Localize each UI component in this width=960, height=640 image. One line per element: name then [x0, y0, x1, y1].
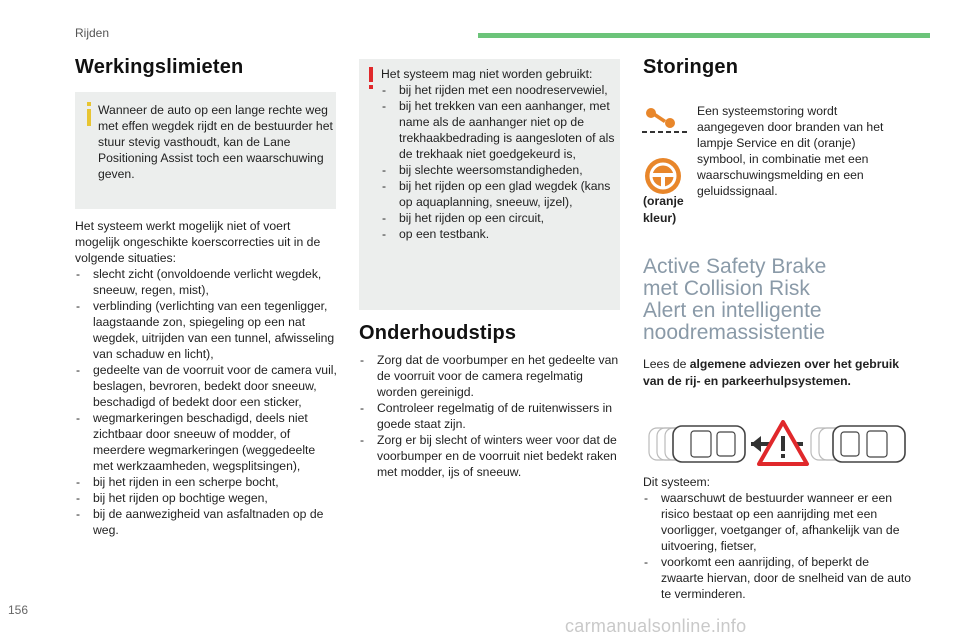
list-item: - bij het rijden op een circuit,	[381, 210, 617, 226]
watermark: carmanualsonline.info	[565, 616, 747, 636]
warning-exclamation-icon	[366, 67, 376, 91]
maintenance-block	[359, 352, 621, 480]
system-intro: Dit systeem:	[643, 475, 711, 489]
title-line: Alert en intelligente	[643, 299, 822, 322]
heading-onderhoudstips: Onderhoudstips	[359, 322, 517, 344]
read-bold: algemene adviezen over het gebruik van de rij- en parkeerhulpsystemen.	[643, 357, 900, 388]
heading-storingen: Storingen	[643, 56, 739, 78]
list-item: - Zorg dat de voorbumper en het gedeelte van de voorruit voor de camera regelmatig worden gereinigd.	[359, 352, 621, 400]
limitations-list	[75, 266, 337, 538]
section-title-active-safety-brake	[643, 256, 826, 344]
list-item: - bij het rijden op bochtige wegen,	[75, 490, 337, 506]
list-item: - bij het rijden met een noodreservewiel,	[381, 82, 617, 98]
steering-wheel-icon	[643, 156, 683, 196]
list-item: - Controleer regelmatig of de ruitenwissers in goede staat zijn.	[359, 400, 621, 432]
limitations-intro: Het systeem werkt mogelijk niet of voert mogelijk ongeschikte koerscorrecties uit in de volgende situaties:	[75, 219, 321, 265]
read-advice-text	[643, 356, 913, 390]
warning-intro: Het systeem mag niet worden gebruikt:	[381, 67, 593, 81]
list-item: - bij het trekken van een aanhanger, met name als de aanhanger niet op de trekhaakbedrading is aangesloten of als de trekhaak niet goedgekeurd is,	[381, 98, 617, 162]
collision-warning-illustration	[643, 420, 928, 470]
list-item: - verblinding (verlichting van een tegenligger, laagstaande zon, spiegeling op een nat wegdek, uitrijden van een tunnel, afwisseling van schaduw en licht),	[75, 298, 337, 362]
section-label: Rijden	[75, 26, 110, 40]
wrench-service-icon	[640, 108, 690, 138]
info-note-text: Wanneer de auto op een lange rechte weg met effen wegdek rijdt en de bestuurder het stuur stevig vasthoudt, kan de Lane Positioning Assist toch een waarschuwing geven.	[98, 103, 333, 181]
info-marker-icon	[84, 102, 94, 126]
read-prefix: Lees de	[643, 357, 690, 371]
list-item: - bij het rijden in een scherpe bocht,	[75, 474, 337, 490]
title-line: met Collision Risk	[643, 277, 810, 300]
list-item: - gedeelte van de voorruit voor de camera vuil, beslagen, bevroren, bedekt door sneeuw, beschadigd of bedekt door een sticker,	[75, 362, 337, 410]
list-item: - voorkomt een aanrijding, of beperkt de zwaarte hiervan, door de snelheid van de auto te verminderen.	[643, 554, 913, 602]
list-item: - Zorg er bij slecht of winters weer voor dat de voorbumper en de voorruit niet bedekt raken met modder, ijs of sneeuw.	[359, 432, 621, 480]
list-item: - waarschuwt de bestuurder wanneer er een risico bestaat op een aanrijding met een voorligger, voetganger of, afhankelijk van de uitvoering, fietser,	[643, 490, 913, 554]
page-number: 156	[8, 603, 29, 617]
warning-block	[381, 66, 617, 242]
list-item: - wegmarkeringen beschadigd, deels niet zichtbaar door sneeuw of modder, of meerdere wegmarkeringen (weggedeelte met werkzaamheden, wegsplitsingen),	[75, 410, 337, 474]
limitations-block	[75, 218, 337, 538]
icon-color-caption: (oranje kleur)	[643, 194, 684, 225]
maintenance-list	[359, 352, 621, 480]
warning-list	[381, 82, 617, 242]
list-item: - bij het rijden op een glad wegdek (kans op aquaplanning, sneeuw, ijzel),	[381, 178, 617, 210]
section-accent-bar	[478, 33, 930, 38]
system-list	[643, 490, 913, 602]
list-item: - op een testbank.	[381, 226, 617, 242]
list-item: - bij de aanwezigheid van asfaltnaden op de weg.	[75, 506, 337, 538]
list-item: - bij slechte weersomstandigheden,	[381, 162, 617, 178]
fault-description: Een systeemstoring wordt aangegeven door branden van het lampje Service en dit (oranje) symbool, in combinatie met een waarschuwingsmelding en een geluidssignaal.	[697, 104, 884, 198]
heading-werkingslimieten: Werkingslimieten	[75, 56, 244, 78]
system-block	[643, 474, 913, 602]
list-item: - slecht zicht (onvoldoende verlicht wegdek, sneeuw, regen, mist),	[75, 266, 337, 298]
title-line: Active Safety Brake	[643, 255, 827, 278]
title-line: noodremassistentie	[643, 321, 826, 344]
